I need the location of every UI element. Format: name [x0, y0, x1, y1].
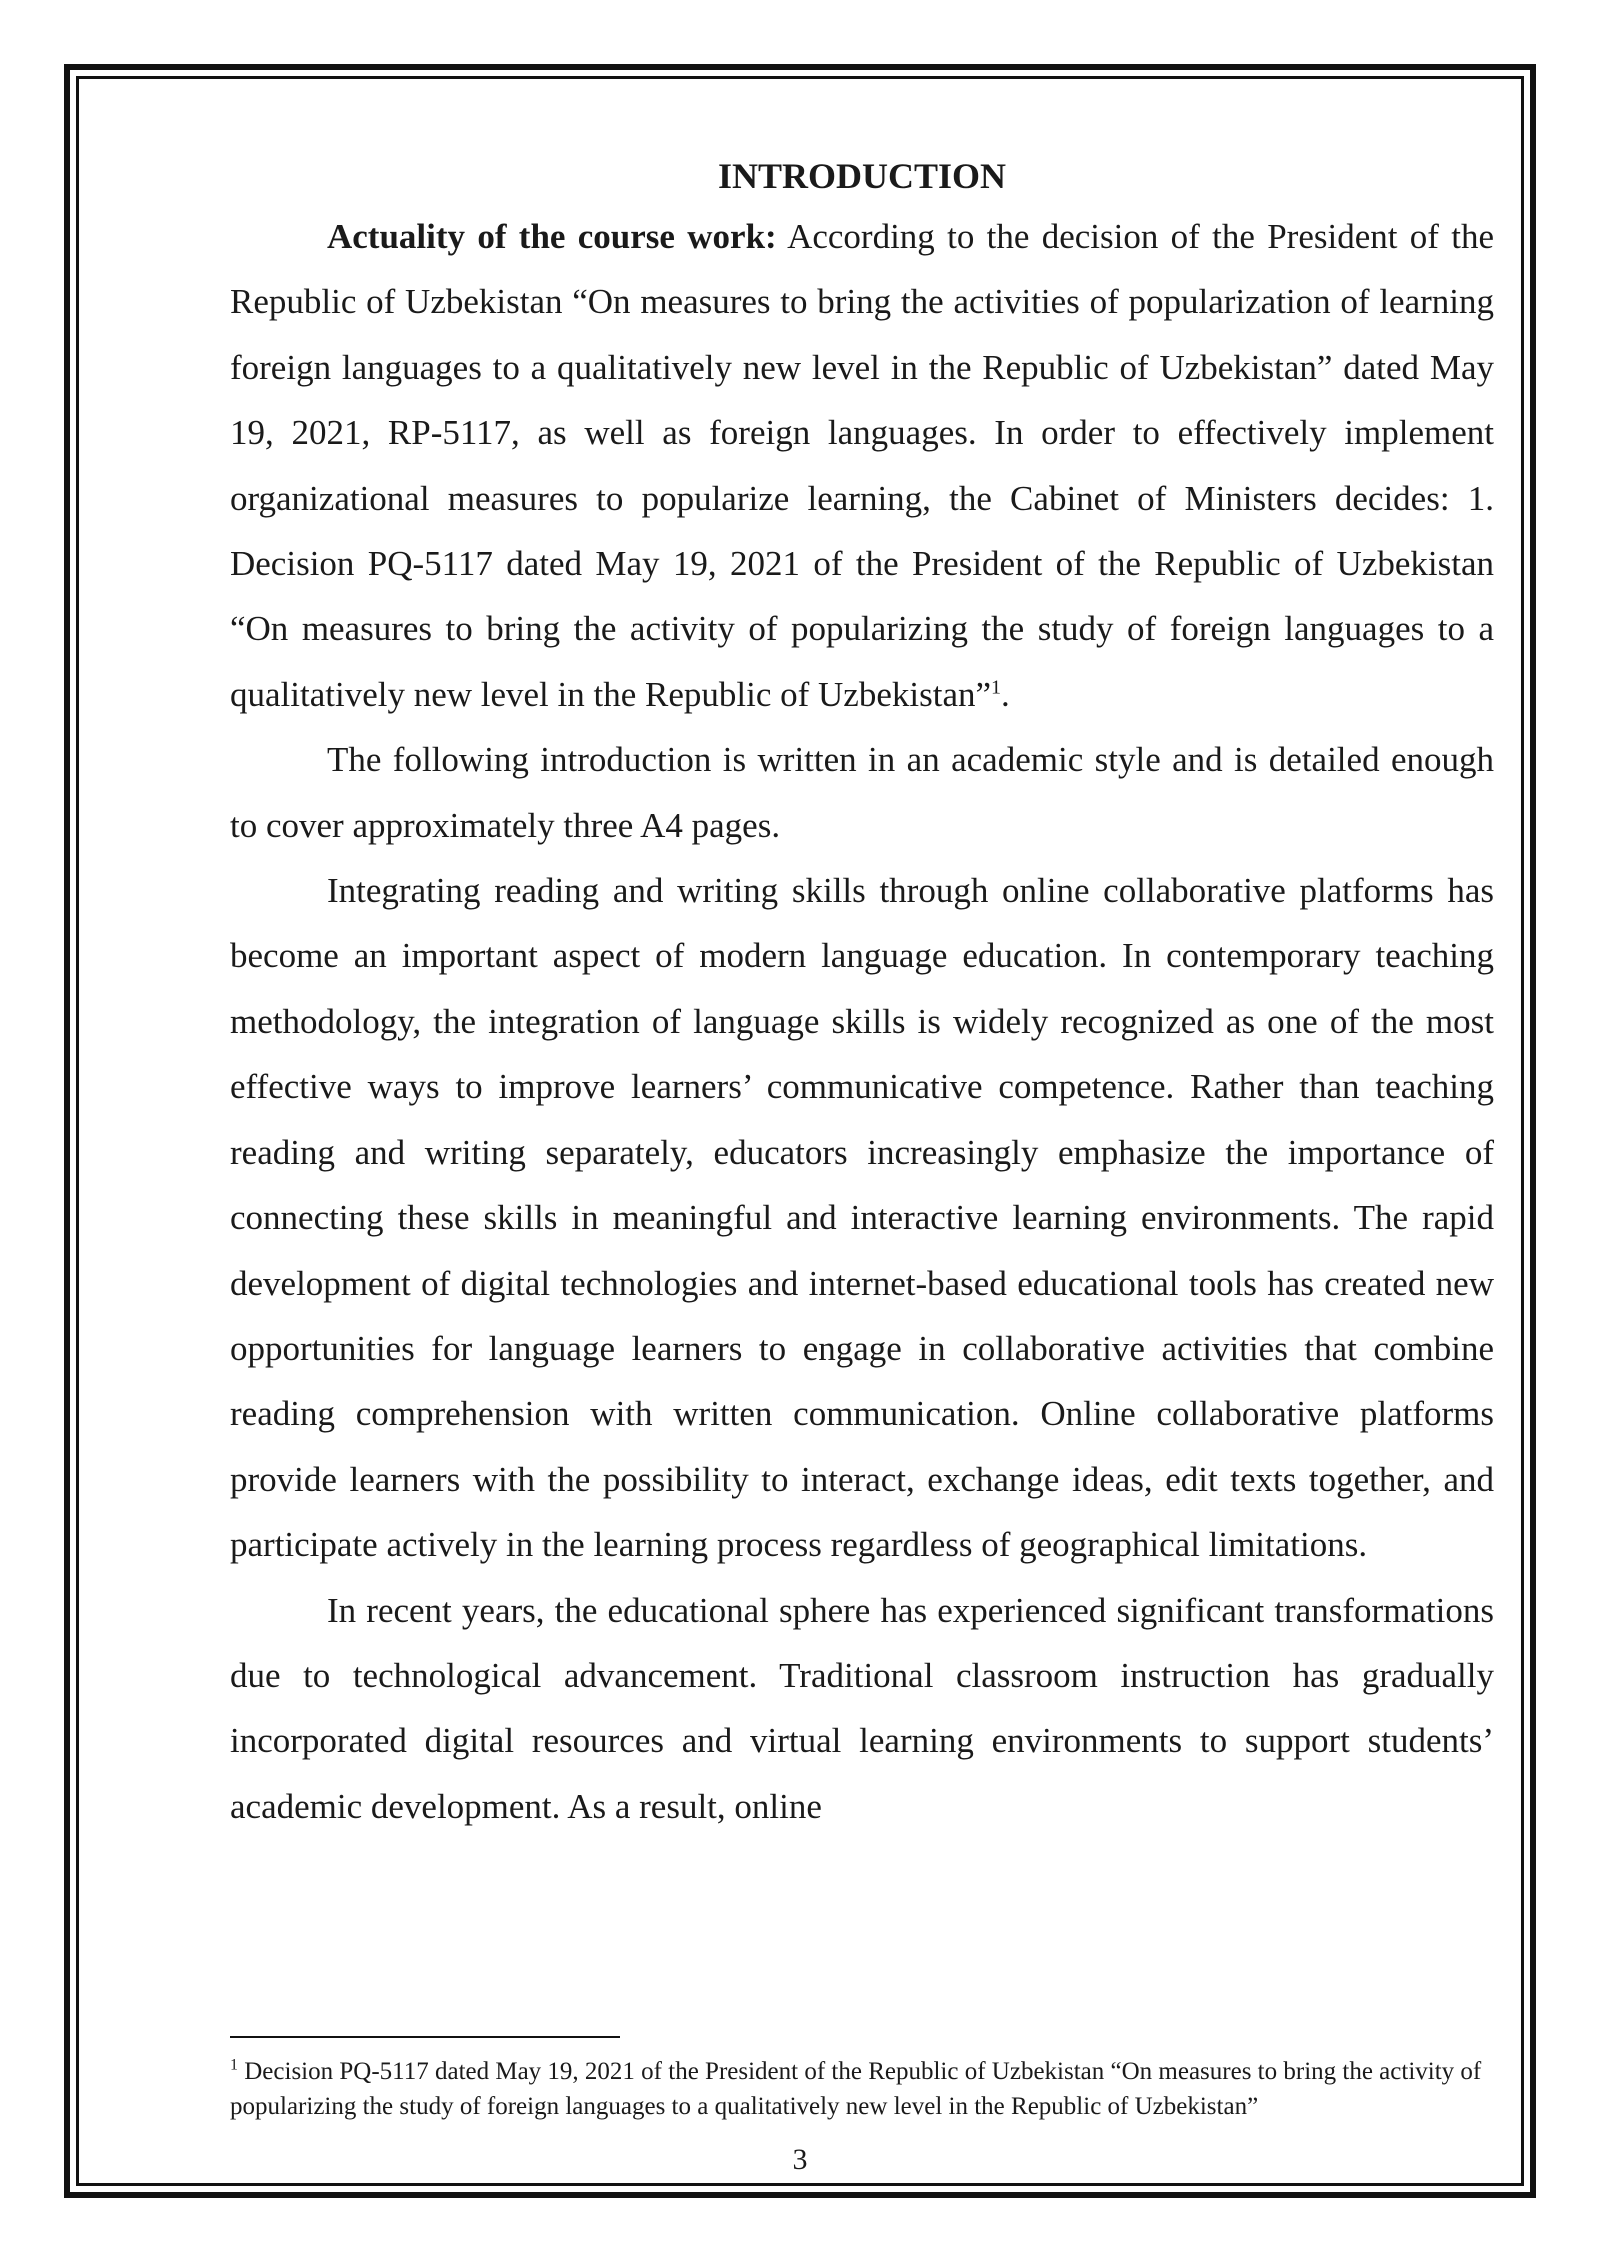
footnote-reference[interactable]: 1: [991, 676, 1002, 699]
paragraph-intro-style: The following introduction is written in an academic style and is detailed enough to cover approximately three A4 pages.: [230, 740, 1494, 845]
footnote: [230, 2054, 1494, 2124]
paragraph-text: According to the decision of the President of the Republic of Uzbekistan “On measures to bring the activities of popularization of learning foreign languages to a qualitatively new level in the Republic of Uzbekistan” dated May 19, 2021, RP-5117, as well as foreign languages. In order to effectively implement organizational measures to popularize learning, the Cabinet of Ministers decides: 1. Decision PQ-5117 dated May 19, 2021 of the President of the Republic of Uzbekistan “On measures to bring the activity of popularizing the study of foreign languages to a qualitatively new level in the Republic of Uzbekistan”: [230, 217, 1494, 714]
footnote-separator: [230, 2036, 620, 2038]
paragraph-end: .: [1001, 674, 1010, 714]
page-body: [230, 148, 1494, 1839]
paragraph-integration: Integrating reading and writing skills through online collaborative platforms has become an important aspect of modern language education. In contemporary teaching methodology, the integration of language skills is widely recognized as one of the most effective ways to improve learners’ communicative competence. Rather than teaching reading and writing separately, educators increasingly emphasize the importance of connecting these skills in meaningful and interactive learning environments. The rapid development of digital technologies and internet-based educational tools has created new opportunities for language learners to engage in collaborative activities that combine reading comprehension with written communication. Online collaborative platforms provide learners with the possibility to interact, exchange ideas, edit texts together, and participate actively in the learning process regardless of geographical limitations.: [230, 871, 1494, 1565]
paragraph-recent-years: In recent years, the educational sphere has experienced significant transformations due to technological advancement. Traditional classroom instruction has gradually incorporated digital resources and virtual learning environments to support students’ academic development. As a result, online: [230, 1590, 1494, 1826]
page-number: 3: [792, 2143, 808, 2176]
paragraph-actuality: [230, 204, 1494, 727]
section-heading: INTRODUCTION: [717, 156, 1007, 196]
paragraph-lead: Actuality of the course work:: [327, 217, 777, 256]
footnote-mark: 1: [230, 2056, 238, 2074]
footnote-text: Decision PQ-5117 dated May 19, 2021 of the President of the Republic of Uzbekistan “On measures to bring the activity of popularizing the study of foreign languages to a qualitatively new level in the Republic of Uzbekistan”: [230, 2058, 1482, 2120]
